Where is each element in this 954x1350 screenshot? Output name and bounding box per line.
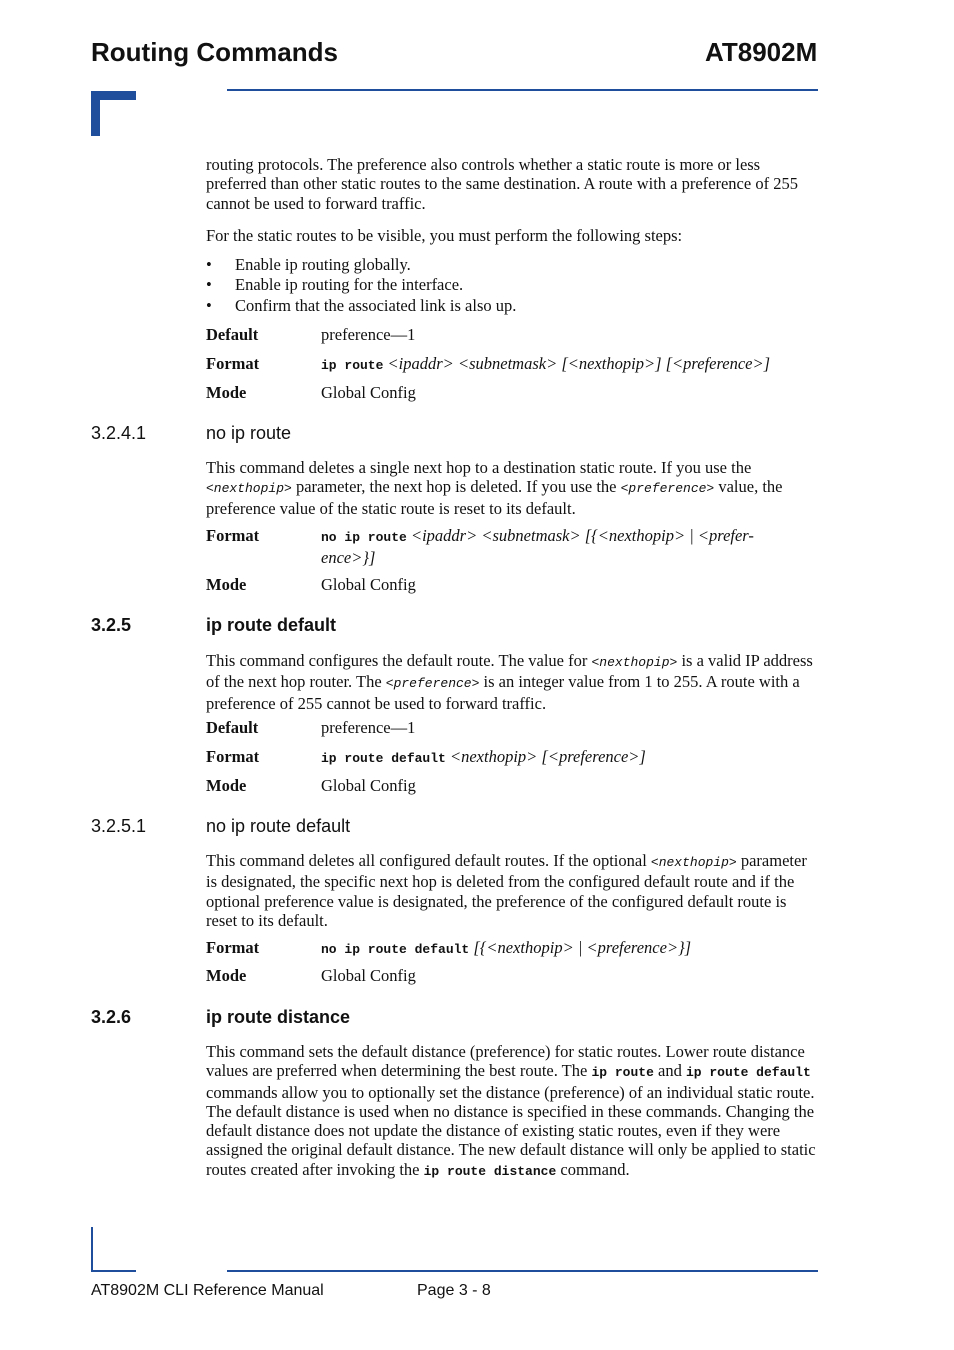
paragraph-text: value, the preference value of the static route is reset to its default. xyxy=(206,477,783,518)
list-item: Enable ip routing globally. xyxy=(235,255,411,274)
footer-bracket-bottom xyxy=(91,1270,136,1272)
section-number: 3.2.4.1 xyxy=(91,423,147,443)
section-number: 3.2.5 xyxy=(91,615,132,635)
paragraph-text: This command sets the default distance (preference) for static routes. Lower route distance values are preferred when determining the best route. The xyxy=(206,1042,805,1081)
format-arguments: ence>}] xyxy=(321,548,376,567)
mode-label: Mode xyxy=(206,383,247,402)
format-value xyxy=(321,938,818,960)
inline-code: ip route default xyxy=(685,1065,811,1081)
mode-label: Mode xyxy=(206,966,247,985)
format-command: no ip route default xyxy=(321,942,470,957)
paragraph-text: is an integer value from 1 to 255. A route with a preference of 255 cannot be used to forward traffic. xyxy=(206,672,800,713)
section-title: no ip route xyxy=(206,423,292,443)
bullet-marker: • xyxy=(206,255,212,274)
section-paragraph xyxy=(206,851,818,930)
footer-rule xyxy=(227,1270,818,1272)
mode-label: Mode xyxy=(206,776,247,795)
inline-code: <nexthopip> xyxy=(206,481,292,497)
format-label: Format xyxy=(206,938,260,957)
footer-manual-title: AT8902M CLI Reference Manual xyxy=(91,1282,324,1299)
header-rule xyxy=(227,89,818,91)
default-label: Default xyxy=(206,718,259,737)
section-number: 3.2.6 xyxy=(91,1007,132,1027)
footer-page-number: Page 3 - 8 xyxy=(417,1282,491,1299)
inline-code: ip route distance xyxy=(423,1163,557,1179)
section-paragraph xyxy=(206,651,818,713)
section-paragraph xyxy=(206,458,818,518)
mode-value: Global Config xyxy=(321,575,416,594)
list-item: Enable ip routing for the interface. xyxy=(235,275,464,294)
paragraph-text: This command deletes a single next hop to a destination static route. If you use the xyxy=(206,458,752,477)
format-label: Format xyxy=(206,747,260,766)
corner-bracket-side xyxy=(91,91,100,136)
paragraph-text: commands allow you to optionally set the distance (preference) of an individual static route. The default distance is used when no distance is specified in these commands. Changing the default distance does not update the distance of existing static routes, even if they were assigned the original default distance. The new default distance will only be applied to static routes created after invoking the xyxy=(206,1082,816,1179)
paragraph-text: parameter is designated, the specific next hop is deleted from the configured default route and if the optional preference value is designated, the preference of the configured default route is reset to its default. xyxy=(206,851,807,930)
section-title: ip route default xyxy=(206,615,336,635)
intro-paragraph-1: routing protocols. The preference also controls whether a static route is more or less preferred than other static routes to the same destination. A route with a preference of 255 cannot be used to forward traffic. xyxy=(206,155,798,213)
mode-value: Global Config xyxy=(321,383,416,402)
mode-value: Global Config xyxy=(321,776,416,795)
default-label: Default xyxy=(206,325,259,344)
default-value: preference—1 xyxy=(321,325,416,344)
format-command: ip route default xyxy=(321,751,446,766)
paragraph-text: and xyxy=(658,1061,682,1081)
paragraph-text: parameter, the next hop is deleted. If you use the xyxy=(295,477,617,497)
format-value xyxy=(321,526,818,568)
format-arguments: <ipaddr> <subnetmask> [<nexthopip>] [<preference>] xyxy=(387,354,771,373)
bullet-marker: • xyxy=(206,296,212,315)
format-value xyxy=(321,354,818,376)
paragraph-text: is a valid IP address of the next hop router. The xyxy=(206,651,813,692)
paragraph-text: This command deletes all configured default routes. If the optional xyxy=(206,851,647,870)
format-command: ip route xyxy=(321,358,384,373)
format-value xyxy=(321,747,818,769)
format-label: Format xyxy=(206,354,260,373)
mode-value: Global Config xyxy=(321,966,416,985)
inline-code: <nexthopip> xyxy=(650,855,737,870)
format-arguments: [{<nexthopip> | <preference>}] xyxy=(473,938,692,957)
section-title: no ip route default xyxy=(206,816,351,836)
inline-code: ip route xyxy=(591,1065,654,1081)
section-number: 3.2.5.1 xyxy=(91,816,147,836)
intro-paragraph-2: For the static routes to be visible, you must perform the following steps: xyxy=(206,226,683,245)
inline-code: <nexthopip> xyxy=(591,655,678,670)
mode-label: Mode xyxy=(206,575,247,594)
footer-bracket-side xyxy=(91,1227,93,1272)
bullet-marker: • xyxy=(206,275,212,294)
format-command: no ip route xyxy=(321,530,407,545)
list-item: Confirm that the associated link is also up. xyxy=(235,296,517,315)
page-header-title: Routing Commands xyxy=(91,37,338,67)
format-label: Format xyxy=(206,526,260,545)
paragraph-text: command. xyxy=(560,1159,630,1179)
section-paragraph xyxy=(206,1042,818,1181)
page-header-product: AT8902M xyxy=(705,37,818,67)
section-title: ip route distance xyxy=(206,1007,351,1027)
format-arguments: <ipaddr> <subnetmask> [{<nexthopip> | <prefer- xyxy=(410,526,754,545)
default-value: preference—1 xyxy=(321,718,416,737)
inline-code: <preference> xyxy=(620,481,715,497)
inline-code: <preference> xyxy=(385,676,480,692)
format-arguments: <nexthopip> [<preference>] xyxy=(449,747,646,766)
paragraph-text: This command configures the default route. The value for xyxy=(206,651,588,670)
